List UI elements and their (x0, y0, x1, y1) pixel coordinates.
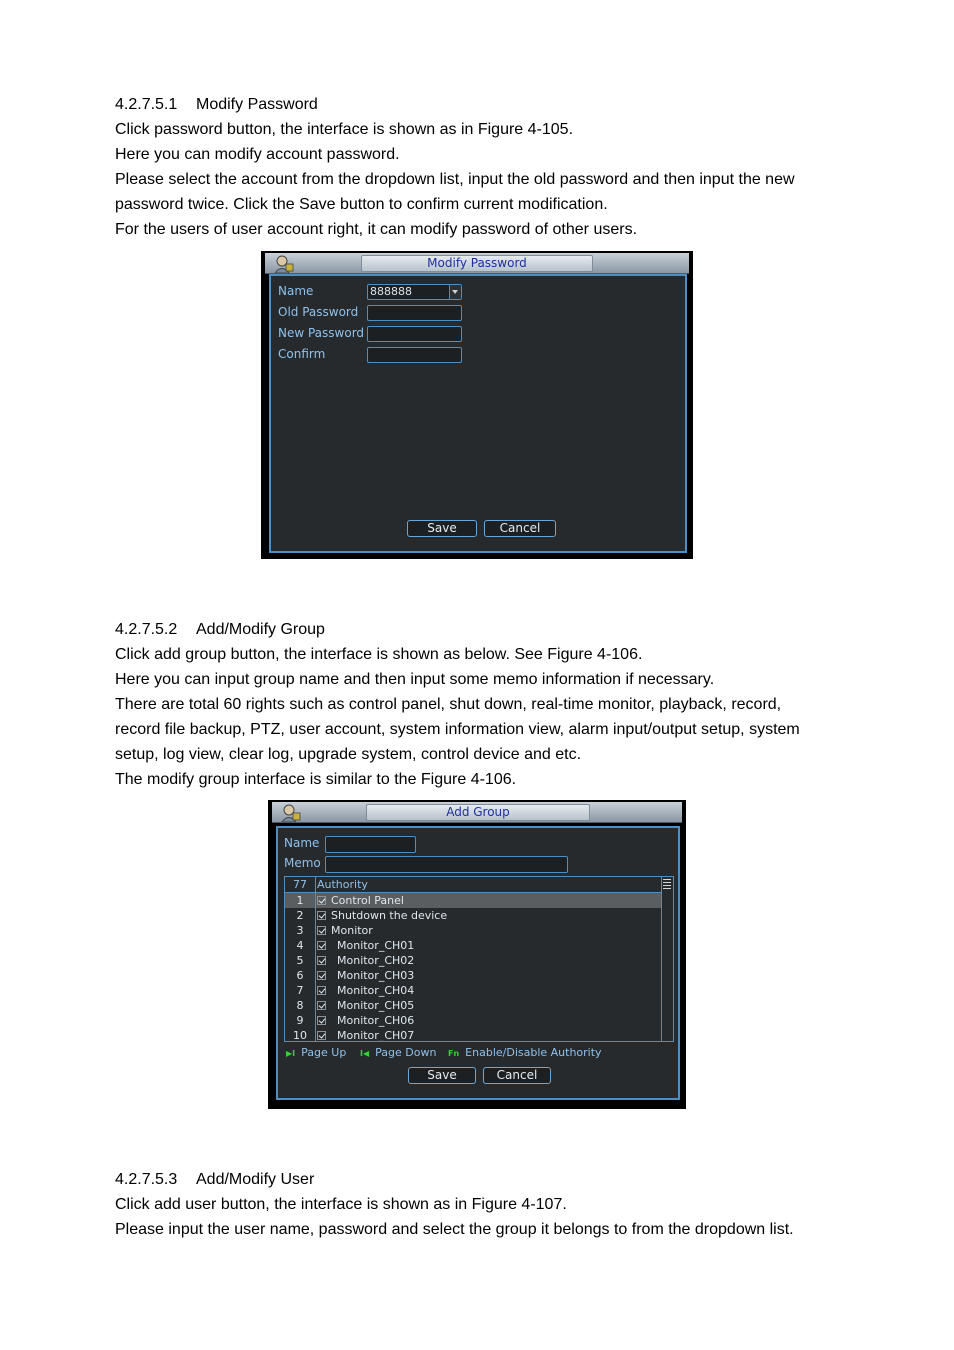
group-name-field[interactable] (325, 836, 416, 853)
paragraph-line: Please input the user name, password and select the group it belongs to from the dropdown list. (115, 1221, 794, 1238)
row-label: Control Panel (331, 894, 404, 907)
modify-password-dialog (261, 251, 693, 559)
checkbox[interactable] (317, 926, 326, 935)
dialog-title: Add Group (366, 804, 590, 821)
hint-page-down (360, 1046, 436, 1061)
save-button[interactable]: Save (407, 520, 477, 537)
paragraph-line: Here you can modify account password. (115, 146, 400, 163)
section-heading-add-modify-group (115, 617, 325, 642)
save-button[interactable]: Save (408, 1067, 476, 1084)
paragraph-line: There are total 60 rights such as control panel, shut down, real-time monitor, playback, record, (115, 696, 782, 713)
user-icon (280, 803, 302, 822)
scroll-grip-icon[interactable] (663, 879, 671, 889)
dialog-title: Modify Password (361, 255, 593, 272)
paragraph-line: password twice. Click the Save button to confirm current modification. (115, 196, 608, 213)
checkbox[interactable] (317, 1031, 326, 1040)
section-heading-add-modify-user (115, 1167, 314, 1192)
name-dropdown[interactable] (367, 284, 462, 300)
paragraph-line: Click add user button, the interface is shown as in Figure 4-107. (115, 1196, 567, 1213)
hint-text: Page Up (301, 1046, 347, 1059)
list-scrollbar[interactable] (661, 877, 673, 1041)
row-label: Monitor (331, 924, 373, 937)
list-item[interactable] (285, 908, 661, 923)
dialog-titlebar (272, 802, 682, 823)
paragraph-line: Please select the account from the dropdown list, input the old password and then input the new (115, 171, 795, 188)
row-label: Shutdown the device (331, 909, 448, 922)
list-item[interactable] (285, 1013, 661, 1028)
heading-title: Add/Modify User (196, 1171, 315, 1188)
name-label: Name (278, 284, 314, 298)
hint-page-up (286, 1046, 346, 1061)
row-number: 8 (285, 998, 316, 1013)
list-item[interactable] (285, 1028, 661, 1042)
checkbox[interactable] (317, 1001, 326, 1010)
row-number: 4 (285, 938, 316, 953)
hint-text: Page Down (375, 1046, 437, 1059)
list-item[interactable] (285, 983, 661, 998)
hint-text: Enable/Disable Authority (465, 1046, 602, 1059)
user-icon (273, 254, 295, 273)
dialog-body (269, 274, 687, 553)
checkbox[interactable] (317, 971, 326, 980)
name-dropdown-value: 888888 (370, 285, 412, 298)
memo-label: Memo (284, 856, 321, 870)
paragraph-line: Click password button, the interface is shown as in Figure 4-105. (115, 121, 574, 138)
dialog-body (276, 826, 680, 1100)
row-label: Monitor_CH01 (337, 939, 415, 952)
name-label: Name (284, 836, 320, 850)
section-heading-modify-password (115, 92, 318, 117)
paragraph-line: Click add group button, the interface is shown as below. See Figure 4-106. (115, 646, 643, 663)
old-password-label: Old Password (278, 305, 359, 319)
page-down-key-icon: I◀ (360, 1049, 370, 1058)
paragraph-line: Here you can input group name and then input some memo information if necessary. (115, 671, 715, 688)
heading-number: 4.2.7.5.2 (115, 621, 178, 638)
row-number: 2 (285, 908, 316, 923)
old-password-field[interactable] (367, 305, 462, 321)
row-number: 3 (285, 923, 316, 938)
row-number: 10 (285, 1028, 316, 1042)
list-item[interactable] (285, 998, 661, 1013)
page-up-key-icon: ▶I (286, 1049, 296, 1058)
row-number: 1 (285, 893, 316, 908)
dialog-titlebar (265, 253, 689, 274)
row-number: 5 (285, 953, 316, 968)
row-number: 6 (285, 968, 316, 983)
list-header (285, 877, 661, 893)
new-password-label: New Password (278, 326, 365, 340)
row-number: 7 (285, 983, 316, 998)
hint-enable-disable (448, 1046, 602, 1061)
checkbox[interactable] (317, 986, 326, 995)
authority-column-header: Authority (317, 878, 368, 891)
checkbox[interactable] (317, 1016, 326, 1025)
heading-number: 4.2.7.5.3 (115, 1171, 178, 1188)
heading-title: Add/Modify Group (196, 621, 325, 638)
memo-field[interactable] (325, 856, 568, 873)
list-item[interactable] (285, 923, 661, 938)
fn-key-icon: Fn (448, 1049, 460, 1058)
cancel-button[interactable]: Cancel (484, 520, 556, 537)
authority-list (284, 876, 674, 1042)
row-label: Monitor_CH02 (337, 954, 415, 967)
confirm-password-field[interactable] (367, 347, 462, 363)
confirm-label: Confirm (278, 347, 326, 361)
paragraph-line: For the users of user account right, it can modify password of other users. (115, 221, 638, 238)
paragraph-line: The modify group interface is similar to the Figure 4-106. (115, 771, 517, 788)
list-item[interactable] (285, 953, 661, 968)
add-group-dialog (268, 800, 686, 1109)
row-label: Monitor_CH06 (337, 1014, 415, 1027)
checkbox[interactable] (317, 896, 326, 905)
cancel-button[interactable]: Cancel (483, 1067, 551, 1084)
list-item[interactable] (285, 893, 661, 908)
row-label: Monitor_CH03 (337, 969, 415, 982)
list-item[interactable] (285, 968, 661, 983)
row-label: Monitor_CH04 (337, 984, 415, 997)
checkbox[interactable] (317, 956, 326, 965)
heading-title: Modify Password (196, 96, 318, 113)
authority-count: 77 (285, 877, 316, 892)
row-label: Monitor_CH05 (337, 999, 415, 1012)
row-label: Monitor_CH07 (337, 1029, 415, 1042)
list-item[interactable] (285, 938, 661, 953)
checkbox[interactable] (317, 911, 326, 920)
heading-number: 4.2.7.5.1 (115, 96, 178, 113)
row-number: 9 (285, 1013, 316, 1028)
chevron-down-icon[interactable] (449, 285, 461, 299)
paragraph-line: setup, log view, clear log, upgrade system, control device and etc. (115, 746, 582, 763)
new-password-field[interactable] (367, 326, 462, 342)
paragraph-line: record file backup, PTZ, user account, system information view, alarm input/output setup, system (115, 721, 800, 738)
checkbox[interactable] (317, 941, 326, 950)
